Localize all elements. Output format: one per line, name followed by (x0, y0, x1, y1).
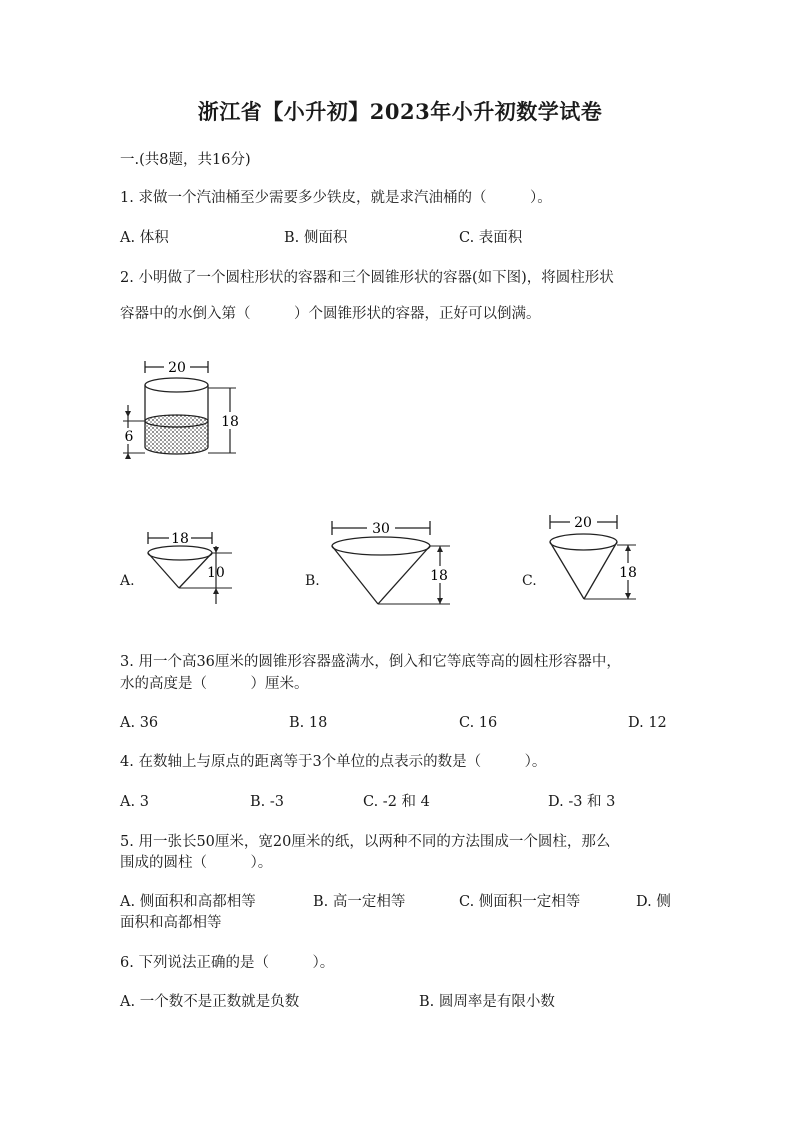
question-3-option-d: D. 12 (628, 715, 667, 731)
question-1-option-a: A. 体积 (120, 230, 169, 246)
cone-b-label: B. (305, 573, 320, 589)
cone-a-diameter-label: 18 (171, 531, 189, 547)
question-4-option-b: B. -3 (250, 794, 284, 810)
question-3-option-c: C. 16 (459, 715, 498, 731)
question-5-option-a: A. 侧面积和高都相等 (120, 894, 256, 910)
question-5-stem-line-2: 围成的圆柱（ ）。 (120, 855, 273, 871)
cone-b-figure (322, 515, 457, 610)
cone-a-height-label: 10 (207, 565, 225, 581)
question-5-stem-line-1: 5. 用一张长50厘米，宽20厘米的纸，以两种不同的方法围成一个圆柱，那么 (120, 834, 611, 850)
question-5-option-d-continued: 面积和高都相等 (120, 915, 222, 931)
cylinder-figure (120, 355, 240, 470)
cylinder-diameter-label: 20 (168, 360, 186, 376)
question-1-option-b: B. 侧面积 (284, 230, 348, 246)
question-4-stem: 4. 在数轴上与原点的距离等于3个单位的点表示的数是（ ）。 (120, 754, 547, 770)
question-1-stem: 1. 求做一个汽油桶至少需要多少铁皮，就是求汽油桶的（ ）。 (120, 190, 552, 206)
cone-b-diameter-label: 30 (372, 521, 390, 537)
question-4-option-c: C. -2 和 4 (363, 794, 430, 810)
question-6-option-b: B. 圆周率是有限小数 (419, 994, 555, 1010)
question-5-option-d: D. 侧 (636, 894, 671, 910)
question-3-stem-line-2: 水的高度是（ ）厘米。 (120, 676, 309, 692)
cone-c-label: C. (522, 573, 537, 589)
question-3-option-a: A. 36 (120, 715, 159, 731)
cylinder-height-label: 18 (221, 414, 239, 430)
question-1-option-c: C. 表面积 (459, 230, 523, 246)
page-title: 浙江省【小升初】2023年小升初数学试卷 (197, 99, 603, 124)
question-4-option-d: D. -3 和 3 (548, 794, 616, 810)
question-6-option-a: A. 一个数不是正数就是负数 (120, 994, 300, 1010)
cone-c-height-label: 18 (619, 565, 637, 581)
cone-b-height-label: 18 (430, 568, 448, 584)
question-3-stem-line-1: 3. 用一个高36厘米的圆锥形容器盛满水，倒入和它等底等高的圆柱形容器中， (120, 654, 621, 670)
question-2-stem-line-2: 容器中的水倒入第（ ）个圆锥形状的容器，正好可以倒满。 (120, 306, 541, 322)
question-3-option-b: B. 18 (289, 715, 328, 731)
cone-a-figure (140, 528, 240, 608)
cone-c-figure (540, 510, 650, 605)
cylinder-water-label: 6 (124, 429, 134, 445)
section-heading: 一.(共8题，共16分) (120, 152, 251, 168)
question-5-option-c: C. 侧面积一定相等 (459, 894, 581, 910)
question-2-stem-line-1: 2. 小明做了一个圆柱形状的容器和三个圆锥形状的容器(如下图)，将圆柱形状 (120, 270, 614, 286)
cone-a-label: A. (120, 573, 135, 589)
question-6-stem: 6. 下列说法正确的是（ ）。 (120, 955, 335, 971)
cone-c-diameter-label: 20 (574, 515, 592, 531)
question-4-option-a: A. 3 (120, 794, 149, 810)
question-5-option-b: B. 高一定相等 (313, 894, 406, 910)
